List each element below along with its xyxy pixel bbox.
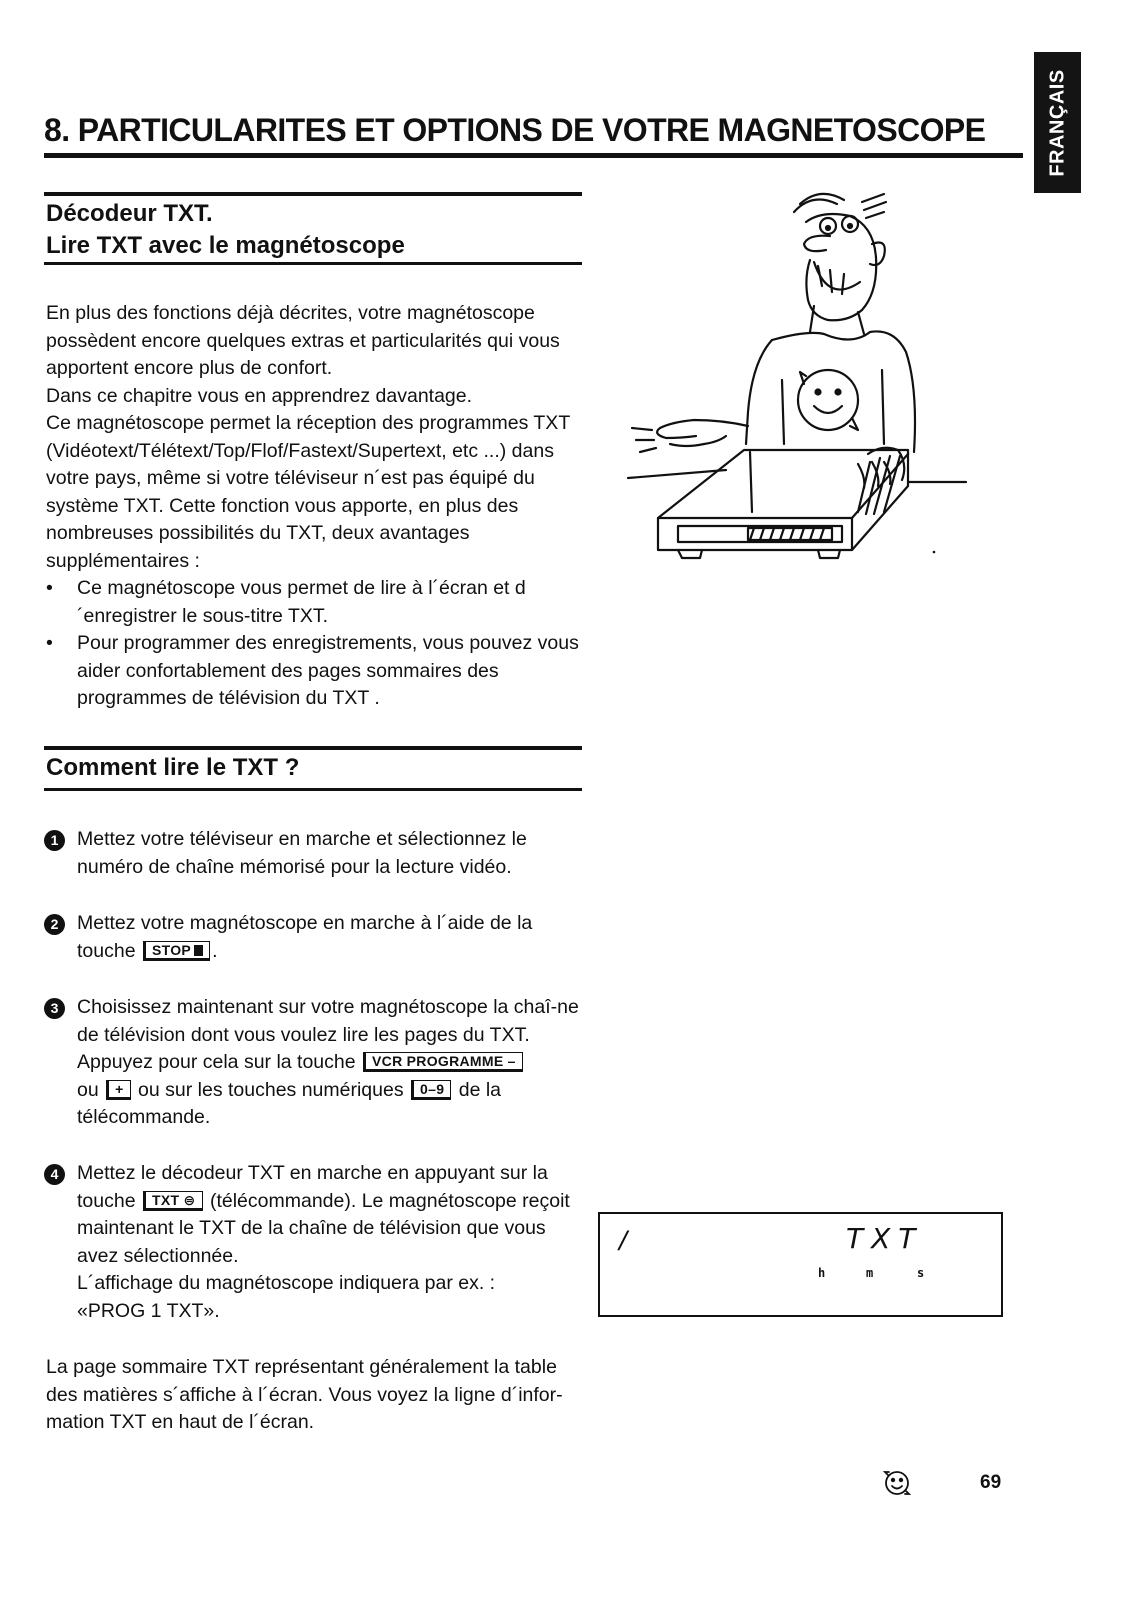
language-tab bbox=[1034, 52, 1081, 193]
step-3 bbox=[44, 994, 584, 1132]
section-heading-line2: Lire TXT avec le magnétoscope bbox=[46, 232, 405, 259]
display-tick: / bbox=[617, 1226, 632, 1254]
intro-paragraph-1: En plus des fonctions déjà décrites, votre magnétoscope possèdent encore quelques extras et particularités qui vous apportent encore plus de confort. bbox=[46, 302, 560, 379]
section2-rule-bottom bbox=[44, 788, 582, 791]
step-2 bbox=[44, 910, 584, 965]
display-unit-s: s bbox=[917, 1266, 925, 1280]
step-text-before: Mettez le décodeur TXT en marche en appuyant sur la touche bbox=[77, 1162, 548, 1212]
step-number: 2 bbox=[44, 914, 65, 935]
chapter-title: 8. PARTICULARITES ET OPTIONS DE VOTRE MAGNETOSCOPE bbox=[44, 112, 986, 148]
cartoon-man-with-vcr-icon bbox=[622, 182, 970, 570]
smiley-icon bbox=[881, 1466, 913, 1498]
chapter-title-rule bbox=[44, 153, 1023, 158]
step-4 bbox=[44, 1160, 584, 1325]
step-number: 3 bbox=[44, 998, 65, 1019]
step-text bbox=[77, 1160, 584, 1270]
page-number: 69 bbox=[980, 1472, 1002, 1493]
section2-rule-top bbox=[44, 746, 582, 750]
step-text-d: de la télécommande. bbox=[77, 1078, 502, 1128]
step-text-after: . bbox=[212, 939, 218, 962]
bullet-item: • Pour programmer des enregistrements, vous pouvez vous aider confortablement des pages sommaires des programmes de télévision du TXT . bbox=[46, 630, 586, 713]
display-unit-h: h bbox=[818, 1266, 826, 1280]
intro-paragraph-3: Ce magnétoscope permet la réception des programmes TXT (Vidéotext/Télétext/Top/Flof/Fastext/Supertext, etc ...) dans votre pays, même si votre téléviseur n´est pas équipé du système TXT. Cette fonction vous apporte, en plus des nombreuses possibilités du TXT, deux avantages supplémentaires : bbox=[46, 412, 570, 572]
step-text-c: ou sur les touches numériques bbox=[138, 1078, 404, 1101]
advantages-list bbox=[46, 575, 586, 713]
section-rule-bottom bbox=[44, 262, 582, 265]
step-number: 4 bbox=[44, 1164, 65, 1185]
step-text bbox=[77, 910, 584, 965]
display-txt: TXT bbox=[846, 1222, 924, 1255]
step-1 bbox=[44, 826, 584, 881]
step-text: Mettez votre téléviseur en marche et sélectionnez le numéro de chaîne mémorisé pour la lecture vidéo. bbox=[77, 828, 527, 878]
step-number: 1 bbox=[44, 830, 65, 851]
language-tab-label: FRANÇAIS bbox=[1046, 68, 1068, 177]
section-rule-top bbox=[44, 192, 582, 196]
step-text-after: (télécommande). Le magnétoscope reçoit maintenant le TXT de la chaîne de télévision que vous avez sélectionnée. bbox=[77, 1189, 570, 1267]
vcr-programme-key: VCR PROGRAMME – bbox=[363, 1052, 523, 1072]
step-text bbox=[77, 994, 584, 1132]
stop-square-icon bbox=[194, 945, 203, 956]
stop-key-label: STOP bbox=[151, 941, 192, 958]
bullet-item: • Ce magnétoscope vous permet de lire à l´écran et d´enregistrer le sous-titre TXT. bbox=[46, 575, 586, 630]
step-text-line2: L´affichage du magnétoscope indiquera par ex. : bbox=[77, 1272, 496, 1294]
numeric-keys: 0–9 bbox=[411, 1080, 451, 1100]
display-unit-m: m bbox=[866, 1266, 874, 1280]
section-heading-decodeur bbox=[46, 198, 405, 262]
step-text-b: ou bbox=[77, 1078, 99, 1101]
intro-text bbox=[46, 300, 586, 713]
plus-key: + bbox=[106, 1080, 130, 1100]
stop-key bbox=[143, 941, 210, 961]
vcr-display bbox=[598, 1212, 1003, 1317]
step-text-before: Mettez votre magnétoscope en marche à l´aide de la touche bbox=[77, 912, 533, 962]
intro-paragraph-2: Dans ce chapitre vous en apprendrez davantage. bbox=[46, 384, 473, 407]
closing-text: La page sommaire TXT représentant généralement la table des matières s´affiche à l´écran. Vous voyez la ligne d´infor-mation TXT en haut de l´écran. bbox=[46, 1356, 563, 1433]
step-text-a: Choisissez maintenant sur votre magnétoscope la chaî-ne de télévision dont vous voulez lire les pages du TXT. Appuyez pour cela sur la touche bbox=[77, 996, 579, 1073]
txt-key: TXT ⊜ bbox=[143, 1191, 203, 1211]
section-heading-line1: Décodeur TXT. bbox=[46, 200, 213, 227]
step-text-line3: «PROG 1 TXT». bbox=[77, 1299, 220, 1322]
section-heading-comment: Comment lire le TXT ? bbox=[46, 754, 300, 781]
